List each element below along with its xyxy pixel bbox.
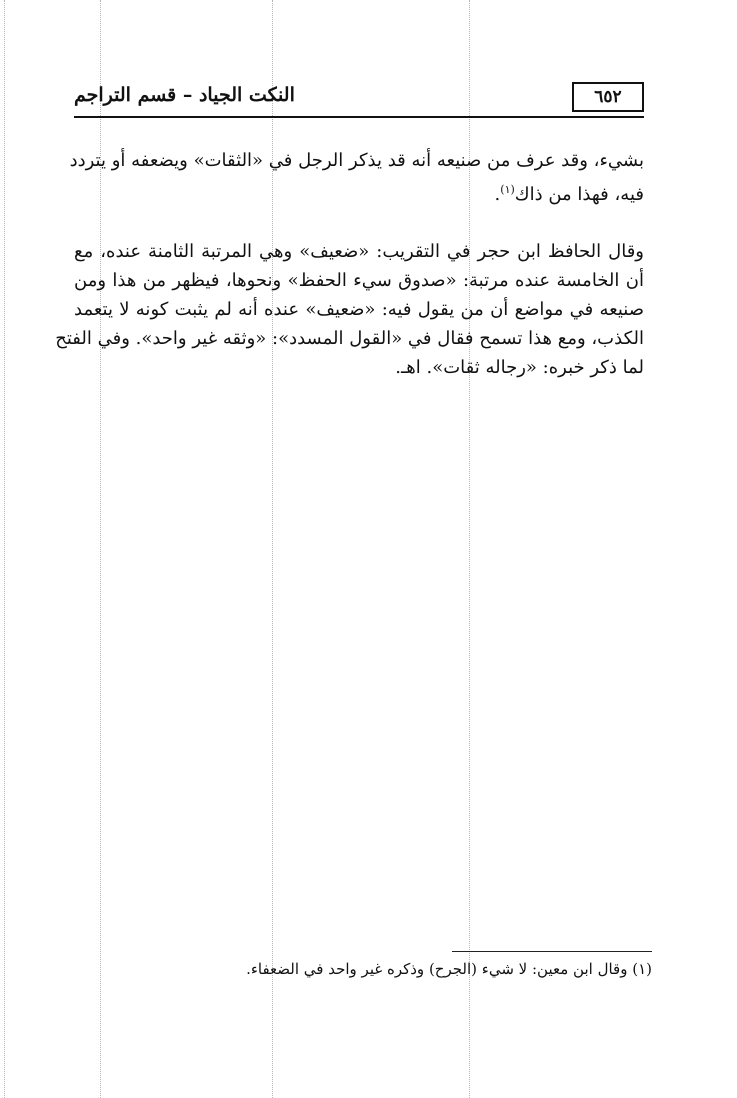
text-line: بشيء، وقد عرف من صنيعه أنه قد يذكر الرجل في «الثقات» ويضعفه أو يتردد <box>69 150 644 171</box>
paragraph-gap <box>74 204 644 237</box>
page-header <box>74 76 644 118</box>
footnote-reference: (١) <box>500 183 515 196</box>
text-line: الكذب، ومع هذا تسمح فقال في «القول المسدد»: «وثقه غير واحد». وفي الفتح <box>55 328 644 349</box>
text-line <box>74 175 644 204</box>
text-fragment: فيه، فهذا من ذاك <box>514 184 644 205</box>
header-rule <box>74 116 644 118</box>
text-line: لما ذكر خبره: «رجاله ثقات». اهـ. <box>395 357 644 378</box>
text-line: وقال الحافظ ابن حجر في التقريب: «ضعيف» وهي المرتبة الثامنة عنده، مع <box>74 241 644 262</box>
page-number: ٦٥٢ <box>594 87 622 107</box>
text-fragment: . <box>494 184 501 205</box>
running-title: النكت الجياد – قسم التراجم <box>74 84 295 106</box>
text-line: أن الخامسة عنده مرتبة: «صدوق سيء الحفظ» ونحوها، فيظهر من هذا ومن <box>74 270 644 291</box>
page-number-box <box>572 82 644 112</box>
text-line: صنيعه في مواضع أن من يقول فيه: «ضعيف» عنده أنه لم يثبت كونه لا يتعمد <box>74 299 644 320</box>
main-text <box>55 146 644 382</box>
scan-guide-line <box>4 0 5 1098</box>
footnote: (١) وقال ابن معين: لا شيء (الجرح) وذكره غير واحد في الضعفاء. <box>246 960 652 978</box>
footnote-rule <box>452 951 652 952</box>
